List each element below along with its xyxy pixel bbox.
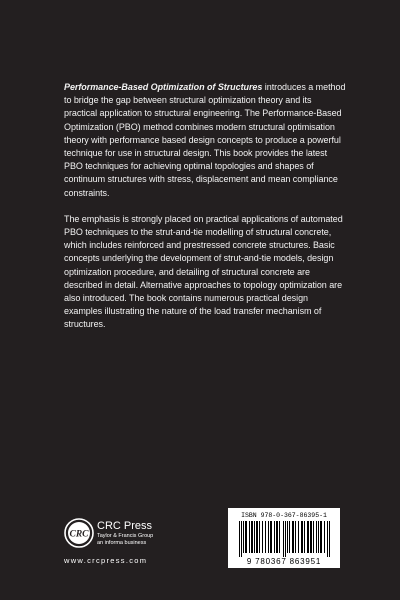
barcode-bar [316,521,317,553]
barcode-bar [241,521,242,557]
description-paragraph-2: The emphasis is strongly placed on practical applications of automated PBO techniques to the strut-and-tie modelling of structural concrete, which includes reinforced and prestressed concrete structures. Basic concepts underlying the development of strut-and-tie models, design optimization procedure, and detailing of structural concrete are described in detail. Alternative approaches to topology optimization are also introduced. The book contains numerous practical design examples illustrating the nature of the load transfer mechanism of structures. [64,213,343,330]
barcode-bar [270,521,272,553]
description-paragraph-1 [64,81,346,200]
barcode-bar [283,521,284,557]
barcode-bar [276,521,278,553]
publisher-website[interactable]: www.crcpress.com [64,556,148,565]
barcode-bar [307,521,309,553]
publisher-name: CRC Press [97,520,153,532]
crc-logo-text: CRC [69,529,89,540]
publisher-group: Taylor & Francis Group [97,533,154,539]
barcode-bar [262,521,263,553]
description-paragraph-1-text: introduces a method to bridge the gap between structural optimization theory and its practical application to structural engineering. The Performance-Based Optimization (PBO) method combines modern structural optimisation theory with performance based design concepts to produce a powerful technique for use in structural design. This book provides the latest PBO techniques for achieving optimal topologies and shapes of continuum structures with stress, displacement and mean compliance constraints. [64,82,346,198]
barcode-bar [329,521,330,557]
barcode-bar [320,521,322,553]
barcode-bar [313,521,314,553]
crc-press-logo-icon [64,518,94,548]
ean13-barcode-icon [238,521,330,557]
barcode-bar [254,521,255,553]
barcode-bar [259,521,260,553]
barcode-bar [287,521,288,553]
barcode-bar [274,521,275,553]
book-description [64,81,346,332]
barcode-bar [289,521,290,553]
barcode-bar [327,521,328,557]
barcode-bar [298,521,299,553]
barcode-bar [245,521,247,553]
barcode-bar [279,521,280,553]
barcode-bar [318,521,319,553]
barcode-bar [301,521,303,553]
barcode-bar [310,521,312,553]
barcode-bar [292,521,294,553]
publisher-block [64,518,204,568]
barcode-digits: 9 780367 863951 [246,557,322,566]
barcode-bar [304,521,305,553]
barcode-bar [268,521,269,553]
barcode-bar [251,521,253,553]
barcode-bar [243,521,244,553]
isbn-number: ISBN 978-0-367-86395-1 [241,512,327,519]
isbn-barcode-box [228,508,340,568]
barcode-bar [249,521,250,553]
barcode-bar [285,521,286,557]
publisher-business: an informa business [97,540,147,546]
barcode-bar [265,521,266,553]
barcode-bar [295,521,296,553]
barcode-bar [239,521,240,557]
book-title: Performance-Based Optimization of Structures [64,82,263,92]
barcode-bar [324,521,325,553]
barcode-bar [256,521,258,553]
